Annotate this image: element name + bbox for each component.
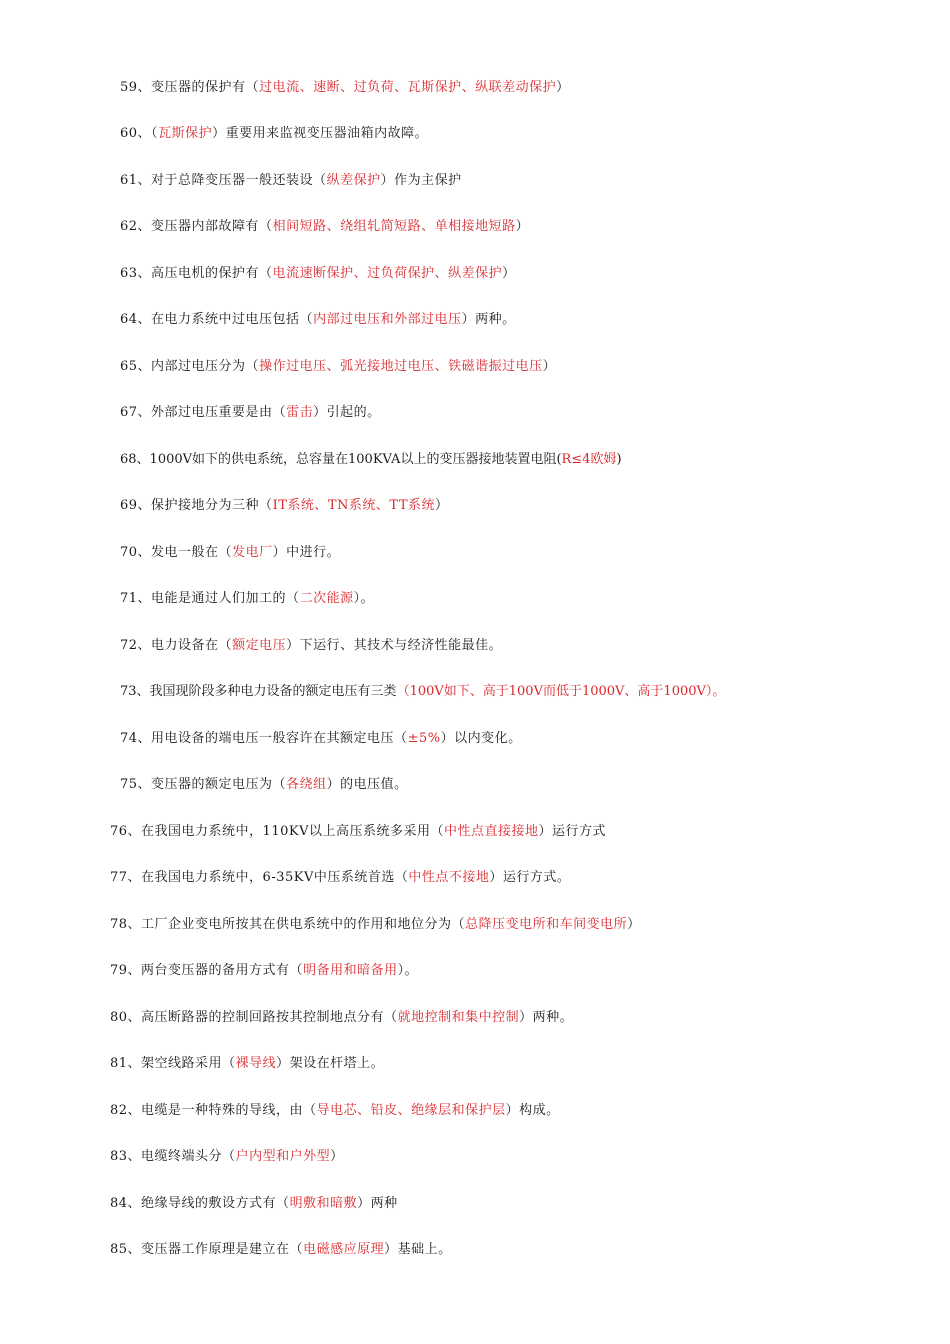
question-text: 在我国电力系统中，6-35KV中压系统首选（ <box>141 870 409 885</box>
question-text: 变压器内部故障有（ <box>151 219 273 234</box>
question-item-82 <box>110 1102 560 1120</box>
question-text-tail: ) <box>616 452 622 467</box>
answer-text: 额定电压 <box>232 638 287 653</box>
question-text: 电缆是一种特殊的导线，由（ <box>141 1103 317 1118</box>
question-item-65 <box>120 358 556 376</box>
question-item-75 <box>120 776 408 794</box>
question-text: 工厂企业变电所按其在供电系统中的作用和地位分为（ <box>141 917 466 932</box>
question-item-64 <box>120 311 516 329</box>
question-number: 76、 <box>110 824 142 839</box>
answer-text: 发电厂 <box>232 545 273 560</box>
question-text: 我国现阶段多种电力设备的额定电压有三类 <box>149 684 397 699</box>
question-text: 在电力系统中过电压包括（ <box>151 312 314 327</box>
question-text-tail: ）引起的。 <box>313 405 381 420</box>
question-number: 84、 <box>110 1196 142 1211</box>
question-item-77 <box>110 869 570 887</box>
question-text-tail: ）两种。 <box>461 312 516 327</box>
question-number: 71、 <box>120 591 152 606</box>
question-item-62 <box>120 218 529 236</box>
question-text: 电力设备在（ <box>151 638 233 653</box>
question-text: 外部过电压重要是由（ <box>151 405 287 420</box>
question-text: 两台变压器的备用方式有（ <box>141 963 304 978</box>
answer-text: ±5% <box>407 731 441 746</box>
question-text-tail: ） <box>502 266 516 281</box>
question-item-68 <box>120 451 622 469</box>
question-item-74 <box>120 730 522 748</box>
question-text-tail: ）架设在杆塔上。 <box>276 1056 385 1071</box>
question-item-84 <box>110 1195 398 1213</box>
question-item-79 <box>110 962 418 980</box>
question-number: 85、 <box>110 1242 142 1257</box>
question-text-tail: ）。 <box>353 591 375 606</box>
question-text-tail: ）的电压值。 <box>326 777 408 792</box>
question-number: 81、 <box>110 1056 142 1071</box>
question-number: 72、 <box>120 638 152 653</box>
question-number: 61、 <box>120 173 152 188</box>
answer-text: 明备用和暗备用 <box>303 963 398 978</box>
answer-text: 相间短路、绕组轧简短路、单相接地短路 <box>272 219 516 234</box>
question-text: 变压器的额定电压为（ <box>151 777 287 792</box>
question-text-tail: ）重要用来监视变压器油箱内故障。 <box>212 126 429 141</box>
question-text: 保护接地分为三种（ <box>151 498 273 513</box>
question-item-76 <box>110 823 606 841</box>
question-item-59 <box>120 79 570 97</box>
question-text-tail: ）基础上。 <box>384 1242 452 1257</box>
question-text: （ <box>151 126 159 141</box>
question-text: 电缆终端头分（ <box>141 1149 236 1164</box>
question-text-tail: ） <box>542 359 557 374</box>
question-item-83 <box>110 1148 344 1166</box>
answer-text: 户内型和户外型 <box>235 1149 331 1164</box>
question-text-tail: ） <box>556 80 570 95</box>
question-number: 80、 <box>110 1010 142 1025</box>
question-number: 64、 <box>120 312 152 327</box>
answer-text: （100V如下、高于100V而低于1000V、高于1000V）。 <box>396 684 726 699</box>
question-number: 70、 <box>120 545 152 560</box>
question-text: 发电一般在（ <box>151 545 233 560</box>
question-item-80 <box>110 1009 573 1027</box>
answer-text: 内部过电压和外部过电压 <box>313 312 462 327</box>
question-text: 架空线路采用（ <box>141 1056 236 1071</box>
answer-text: 雷击 <box>286 405 314 420</box>
question-number: 68、 <box>120 452 150 467</box>
question-text: 高压电机的保护有（ <box>151 266 273 281</box>
question-number: 83、 <box>110 1149 142 1164</box>
question-text: 内部过电压分为（ <box>151 359 260 374</box>
question-text: 在我国电力系统中，110KV以上高压系统多采用（ <box>141 824 444 839</box>
question-item-63 <box>120 265 516 283</box>
answer-text: 中性点直接接地 <box>443 824 539 839</box>
answer-text: 操作过电压、弧光接地过电压、铁磁谐振过电压 <box>259 359 543 374</box>
question-text-tail: ）以内变化。 <box>440 731 522 746</box>
question-item-70 <box>120 544 340 562</box>
question-item-67 <box>120 404 381 422</box>
question-text-tail: ）下运行、其技术与经济性能最佳。 <box>286 638 503 653</box>
answer-text: IT系统、TN系统、TT系统 <box>272 498 435 513</box>
question-text-tail: ）运行方式 <box>538 824 606 839</box>
answer-text: 电流速断保护、过负荷保护、纵差保护 <box>272 266 503 281</box>
question-item-69 <box>120 497 449 515</box>
answer-text: 明敷和暗敷 <box>289 1196 358 1211</box>
question-item-78 <box>110 916 641 934</box>
question-text-tail: ） <box>435 498 449 513</box>
question-text: 电能是通过人们加工的（ <box>151 591 300 606</box>
question-number: 65、 <box>120 359 152 374</box>
answer-text: 过电流、速断、过负荷、瓦斯保护、纵联差动保护 <box>259 80 557 95</box>
answer-text: 电磁感应原理 <box>303 1242 385 1257</box>
question-number: 75、 <box>120 777 152 792</box>
question-text: 1000V如下的供电系统，总容量在100KVA以上的变压器接地装置电阻( <box>149 452 562 467</box>
question-number: 73、 <box>120 684 150 699</box>
answer-text: 导电芯、铅皮、绝缘层和保护层 <box>316 1103 506 1118</box>
question-number: 74、 <box>120 731 152 746</box>
answer-text: 各绕组 <box>286 777 327 792</box>
question-item-85 <box>110 1241 452 1259</box>
question-text-tail: ）两种。 <box>519 1010 574 1025</box>
question-text: 对于总降变压器一般还装设（ <box>151 173 327 188</box>
answer-text: 二次能源 <box>299 591 354 606</box>
question-number: 67、 <box>120 405 152 420</box>
question-number: 63、 <box>120 266 152 281</box>
question-text-tail: ）。 <box>397 963 419 978</box>
question-text: 绝缘导线的敷设方式有（ <box>141 1196 290 1211</box>
question-text-tail: ）中进行。 <box>272 545 341 560</box>
question-item-71 <box>120 590 374 608</box>
question-text-tail: ）运行方式。 <box>489 870 571 885</box>
question-text-tail: ） <box>627 917 641 932</box>
question-text-tail: ）两种 <box>357 1196 398 1211</box>
question-item-61 <box>120 172 462 190</box>
answer-text: R≤4欧姆 <box>561 452 617 467</box>
question-item-72 <box>120 637 502 655</box>
question-number: 82、 <box>110 1103 142 1118</box>
question-number: 69、 <box>120 498 152 513</box>
question-text: 用电设备的端电压一般容许在其额定电压（ <box>151 731 408 746</box>
answer-text: 中性点不接地 <box>408 870 490 885</box>
question-number: 78、 <box>110 917 142 932</box>
question-item-60 <box>120 125 428 143</box>
question-text: 变压器的保护有（ <box>151 80 260 95</box>
question-number: 79、 <box>110 963 142 978</box>
question-number: 77、 <box>110 870 142 885</box>
question-item-81 <box>110 1055 384 1073</box>
question-text-tail: ）构成。 <box>505 1103 560 1118</box>
answer-text: 纵差保护 <box>326 173 381 188</box>
question-number: 60、 <box>120 126 152 141</box>
answer-text: 裸导线 <box>235 1056 277 1071</box>
answer-text: 总降压变电所和车间变电所 <box>465 917 628 932</box>
question-text: 变压器工作原理是建立在（ <box>141 1242 304 1257</box>
question-item-73 <box>120 683 725 701</box>
question-number: 62、 <box>120 219 152 234</box>
question-text-tail: ） <box>330 1149 344 1164</box>
question-text-tail: ） <box>515 219 530 234</box>
question-text-tail: ）作为主保护 <box>380 173 462 188</box>
question-number: 59、 <box>120 80 152 95</box>
answer-text: 瓦斯保护 <box>158 126 213 141</box>
question-text: 高压断路器的控制回路按其控制地点分有（ <box>141 1010 398 1025</box>
answer-text: 就地控制和集中控制 <box>397 1010 520 1025</box>
